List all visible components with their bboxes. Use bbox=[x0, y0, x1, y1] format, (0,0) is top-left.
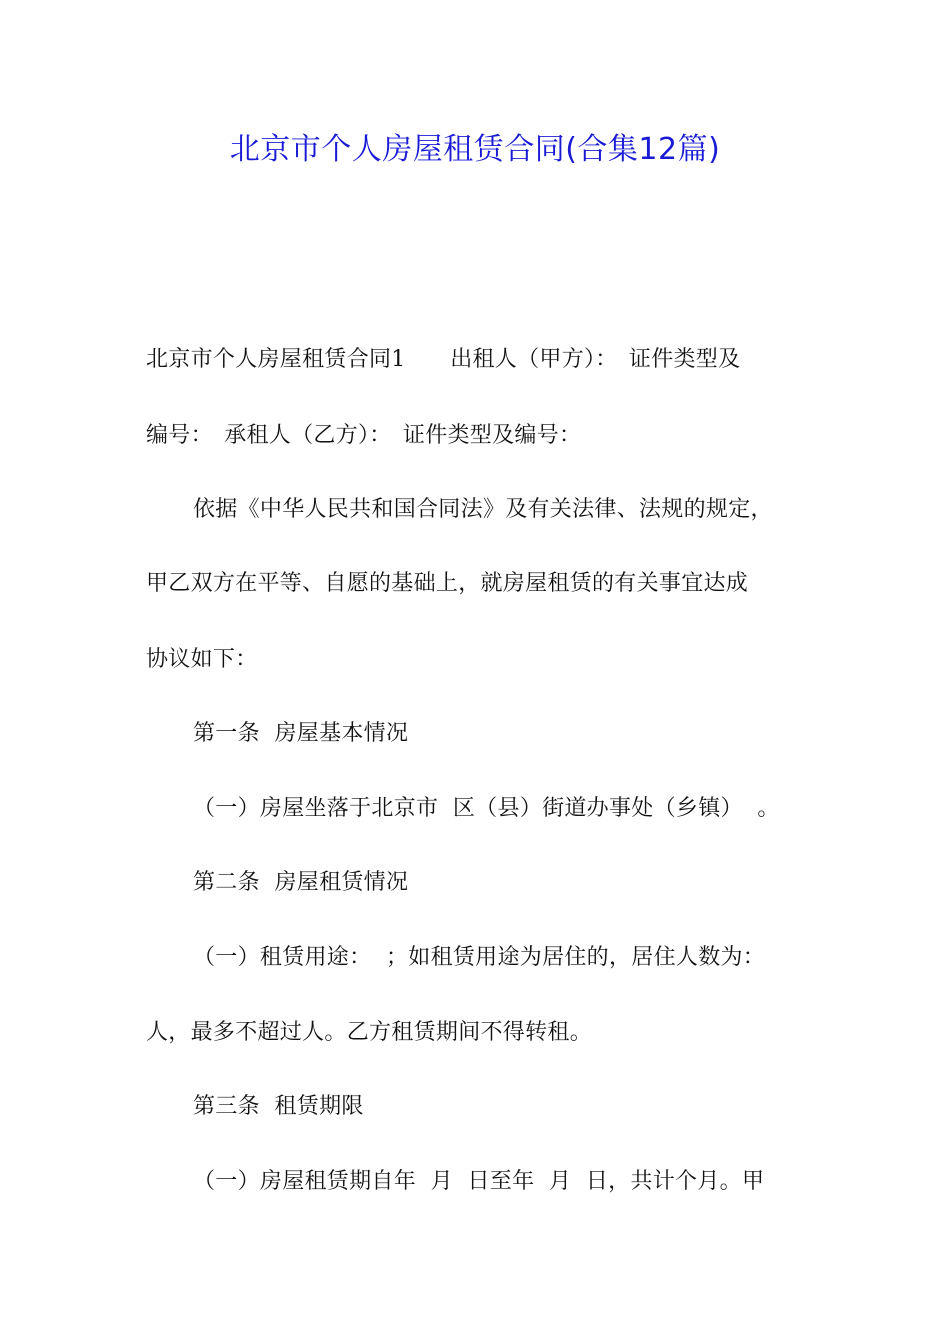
article-heading-3: 第三条 租赁期限 bbox=[193, 1094, 364, 1119]
body-line-3: 依据《中华人民共和国合同法》及有关法律、法规的规定， bbox=[193, 497, 773, 522]
body-line-10: 人，最多不超过人。乙方租赁期间不得转租。 bbox=[146, 1020, 593, 1045]
body-line-5: 协议如下： bbox=[146, 647, 258, 672]
body-line-2: 编号： 承租人（乙方）： 证件类型及编号： bbox=[146, 423, 582, 448]
body-line-9: （一）租赁用途： ；如租赁用途为居住的，居住人数为： bbox=[193, 945, 766, 970]
article-heading-2: 第二条 房屋租赁情况 bbox=[193, 870, 409, 895]
article-heading-1: 第一条 房屋基本情况 bbox=[193, 721, 409, 746]
body-line-12: （一）房屋租赁期自年 月 日至年 月 日，共计个月。甲 bbox=[193, 1169, 765, 1194]
body-line-4: 甲乙双方在平等、自愿的基础上，就房屋租赁的有关事宜达成 bbox=[146, 571, 749, 596]
body-line-1: 北京市个人房屋租赁合同1 出租人（甲方）： 证件类型及 bbox=[146, 347, 741, 372]
document-title: 北京市个人房屋租赁合同(合集12篇) bbox=[229, 132, 721, 167]
body-line-7: （一）房屋坐落于北京市 区（县）街道办事处（乡镇） 。 bbox=[193, 796, 780, 821]
